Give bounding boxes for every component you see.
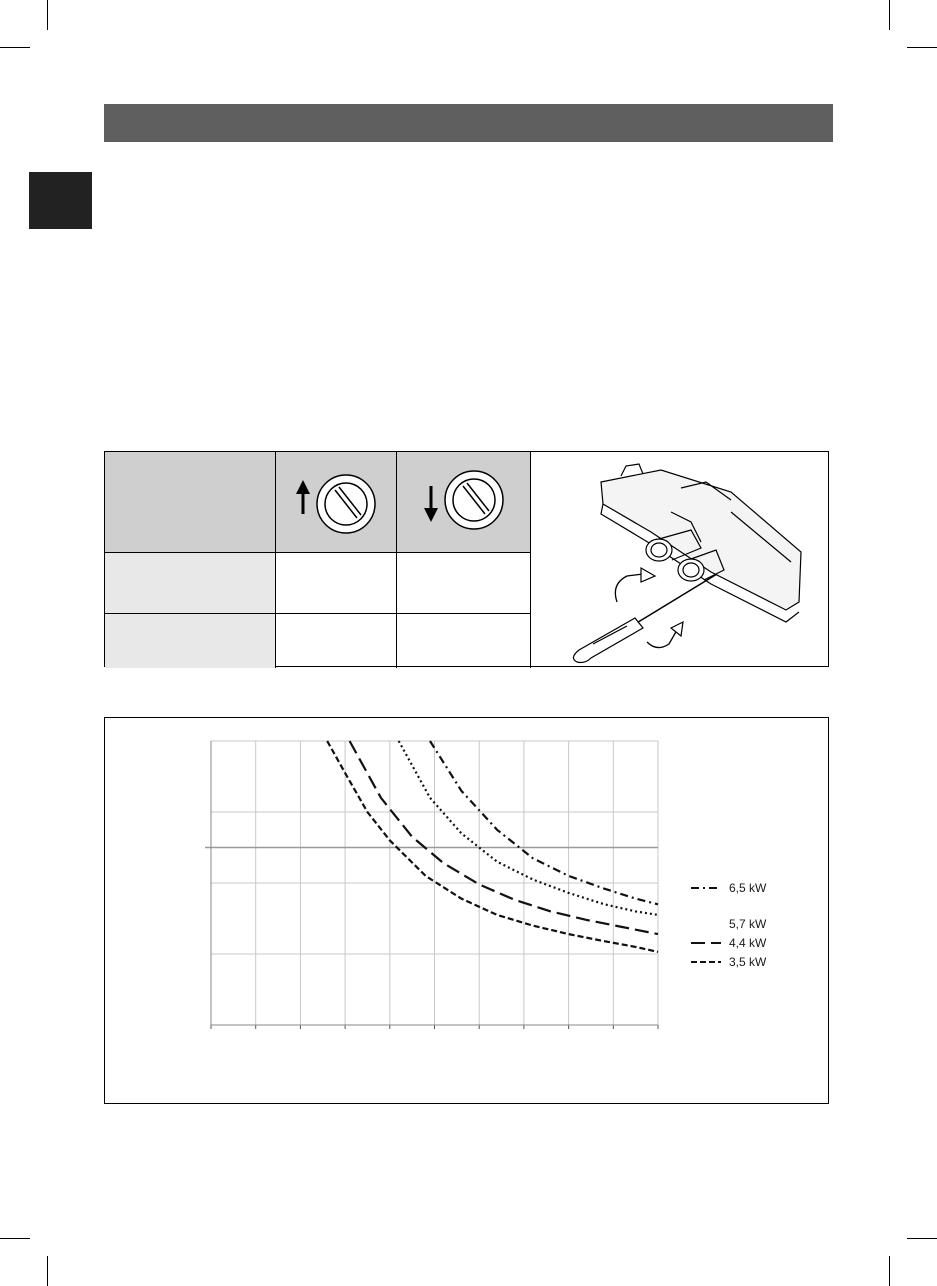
row-label-cell xyxy=(105,552,275,613)
crop-mark xyxy=(907,1238,937,1239)
table-divider xyxy=(275,452,276,668)
valve-adjustment-screwdriver-illustration xyxy=(531,452,828,666)
table-value-cell xyxy=(275,613,396,668)
series-line-57 xyxy=(399,741,658,915)
series-line-35 xyxy=(327,741,658,952)
chart-legend xyxy=(691,881,767,969)
rotate-clockwise-icon xyxy=(396,452,530,552)
table-divider xyxy=(396,452,397,668)
table-value-cell xyxy=(275,552,396,613)
row-label-cell xyxy=(105,613,275,668)
rotate-counterclockwise-icon xyxy=(275,452,396,552)
pressure-flow-chart xyxy=(104,717,829,1104)
chart-grid xyxy=(205,741,658,1029)
adjustment-table xyxy=(104,451,829,667)
crop-mark xyxy=(0,47,30,48)
crop-mark xyxy=(47,1256,48,1286)
chart-canvas xyxy=(105,718,828,1103)
table-value-cell xyxy=(396,552,530,613)
legend-label: 3,5 kW xyxy=(729,955,767,969)
crop-mark xyxy=(889,0,890,30)
illustration-cell xyxy=(531,452,828,666)
crop-mark xyxy=(0,1238,30,1239)
crop-mark xyxy=(907,47,937,48)
header-cell-blank xyxy=(105,452,275,552)
crop-mark xyxy=(47,0,48,30)
header-cell-rotate-cw xyxy=(396,452,530,552)
table-value-cell xyxy=(396,613,530,668)
table-divider xyxy=(105,613,530,614)
legend-label: 5,7 kW xyxy=(729,917,767,931)
chart-series xyxy=(327,741,658,952)
series-line-65 xyxy=(430,741,658,904)
section-tab-marker xyxy=(29,172,92,229)
header-cell-rotate-ccw xyxy=(275,452,396,552)
crop-mark xyxy=(889,1256,890,1286)
section-header-bar xyxy=(104,104,833,142)
table-divider xyxy=(105,552,530,553)
legend-label: 6,5 kW xyxy=(729,881,767,895)
legend-label: 4,4 kW xyxy=(729,936,767,950)
